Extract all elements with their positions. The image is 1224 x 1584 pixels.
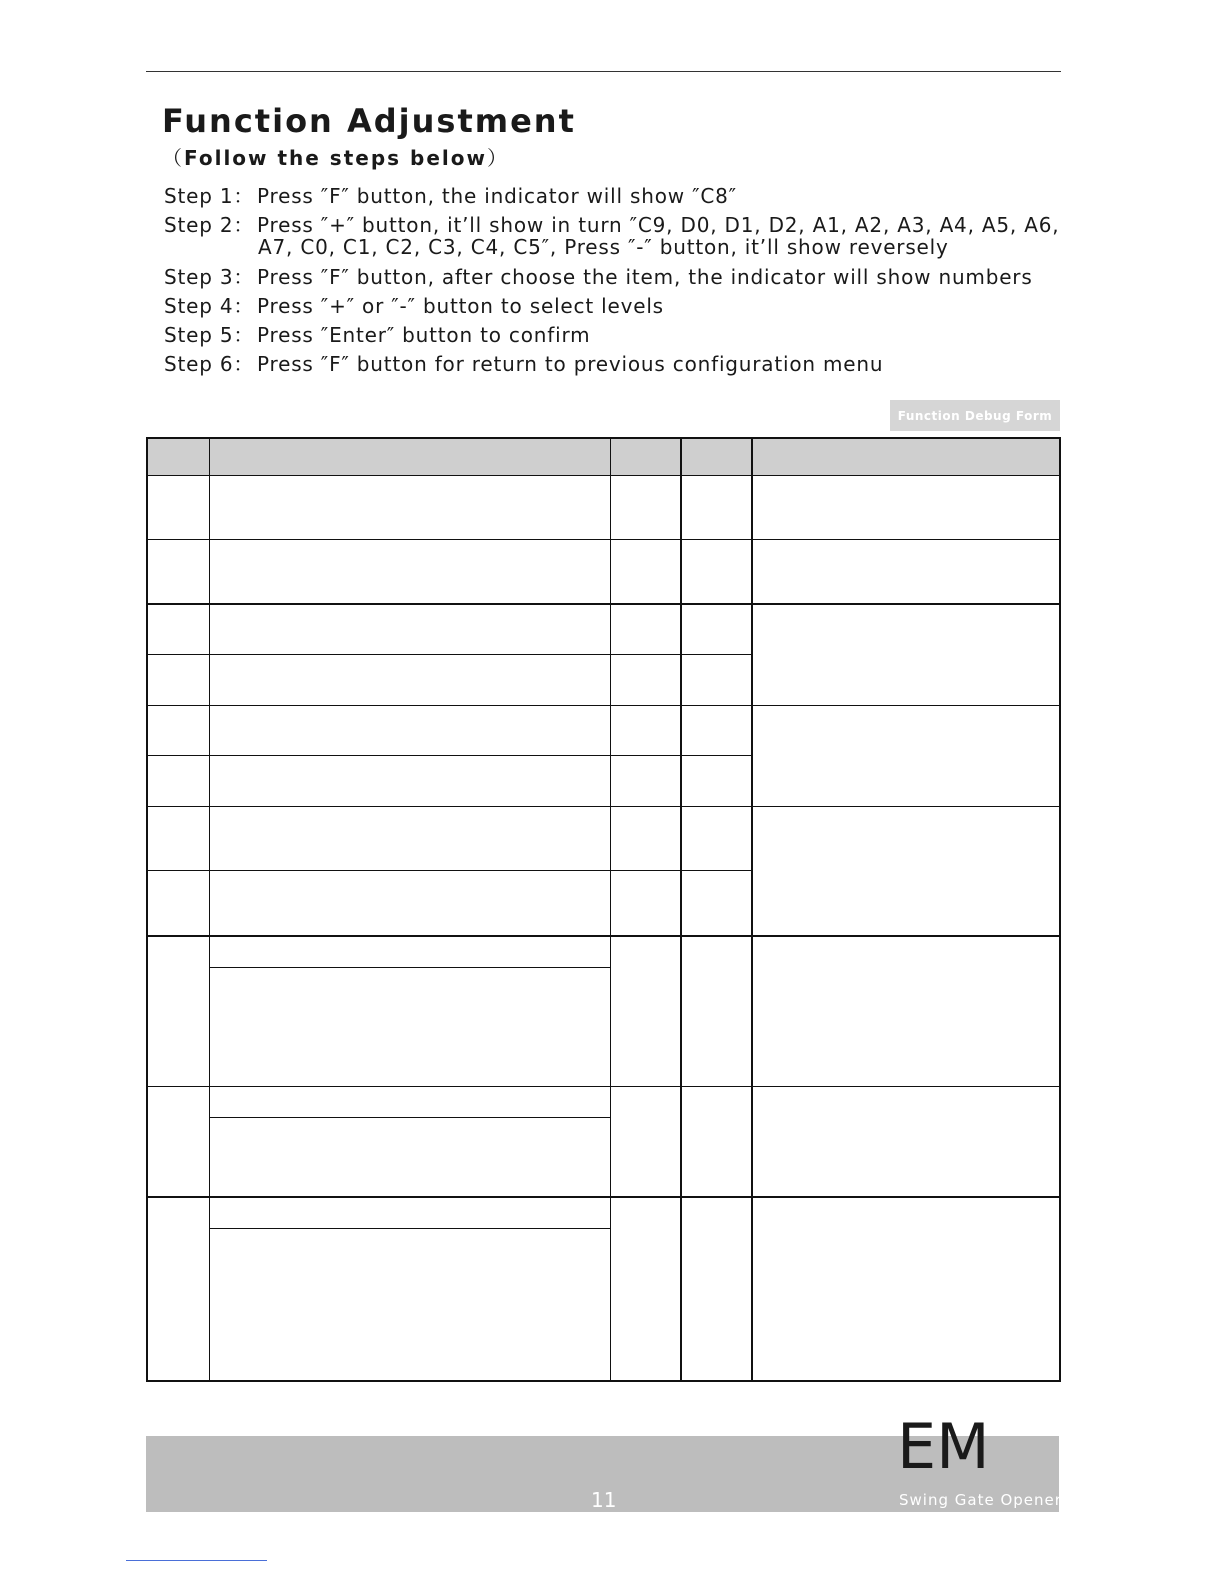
column-divider bbox=[680, 437, 682, 1382]
row-divider-partial bbox=[146, 654, 753, 655]
row-divider-partial bbox=[146, 870, 753, 871]
step-4: Step 4： Press ″+″ or ″-″ button to select levels bbox=[164, 294, 664, 318]
row-divider bbox=[146, 705, 1061, 706]
row-divider bbox=[146, 475, 1061, 476]
step-2: Step 2： Press ″+″ button, it’ll show in turn ″C9, D0, D1, D2, A1, A2, A3, A4, A5, A6, bbox=[164, 213, 1060, 237]
step-1: Step 1： Press ″F″ button, the indicator will show ″C8″ bbox=[164, 184, 737, 208]
row-divider bbox=[146, 539, 1061, 540]
column-divider bbox=[610, 437, 611, 1382]
sub-row-divider bbox=[209, 1228, 611, 1229]
step-3: Step 3： Press ″F″ button, after choose the item, the indicator will show numbers bbox=[164, 265, 1033, 289]
row-divider-partial bbox=[146, 755, 753, 756]
table-border-bottom bbox=[146, 1380, 1061, 1382]
brand-logo: EM bbox=[897, 1410, 990, 1483]
row-divider bbox=[146, 1196, 1061, 1198]
function-debug-form-label: Function Debug Form bbox=[890, 400, 1060, 431]
sub-row-divider bbox=[209, 967, 611, 968]
row-divider bbox=[146, 806, 1061, 807]
page-title: Function Adjustment bbox=[162, 102, 576, 140]
page-number: 11 bbox=[591, 1488, 617, 1512]
row-divider bbox=[146, 603, 1061, 605]
table-border-top bbox=[146, 437, 1061, 439]
table-header-row bbox=[146, 437, 1061, 475]
table-border-right bbox=[1059, 437, 1061, 1382]
function-debug-table bbox=[146, 437, 1061, 1382]
sub-row-divider bbox=[209, 1117, 611, 1118]
page-subtitle: （Follow the steps below） bbox=[162, 146, 509, 170]
row-divider bbox=[146, 935, 1061, 937]
footer-link-rule bbox=[126, 1560, 267, 1561]
step-2-continuation: A7, C0, C1, C2, C3, C4, C5″, Press ″-″ button, it’ll show reversely bbox=[258, 235, 949, 259]
step-6: Step 6： Press ″F″ button for return to previous configuration menu bbox=[164, 352, 884, 376]
product-name: Swing Gate Opener bbox=[899, 1491, 1062, 1509]
row-divider bbox=[146, 1086, 1061, 1087]
table-border-left bbox=[146, 437, 148, 1382]
step-5: Step 5： Press ″Enter″ button to confirm bbox=[164, 323, 591, 347]
top-rule bbox=[146, 71, 1061, 72]
column-divider bbox=[751, 437, 753, 1382]
column-divider bbox=[209, 437, 210, 1382]
